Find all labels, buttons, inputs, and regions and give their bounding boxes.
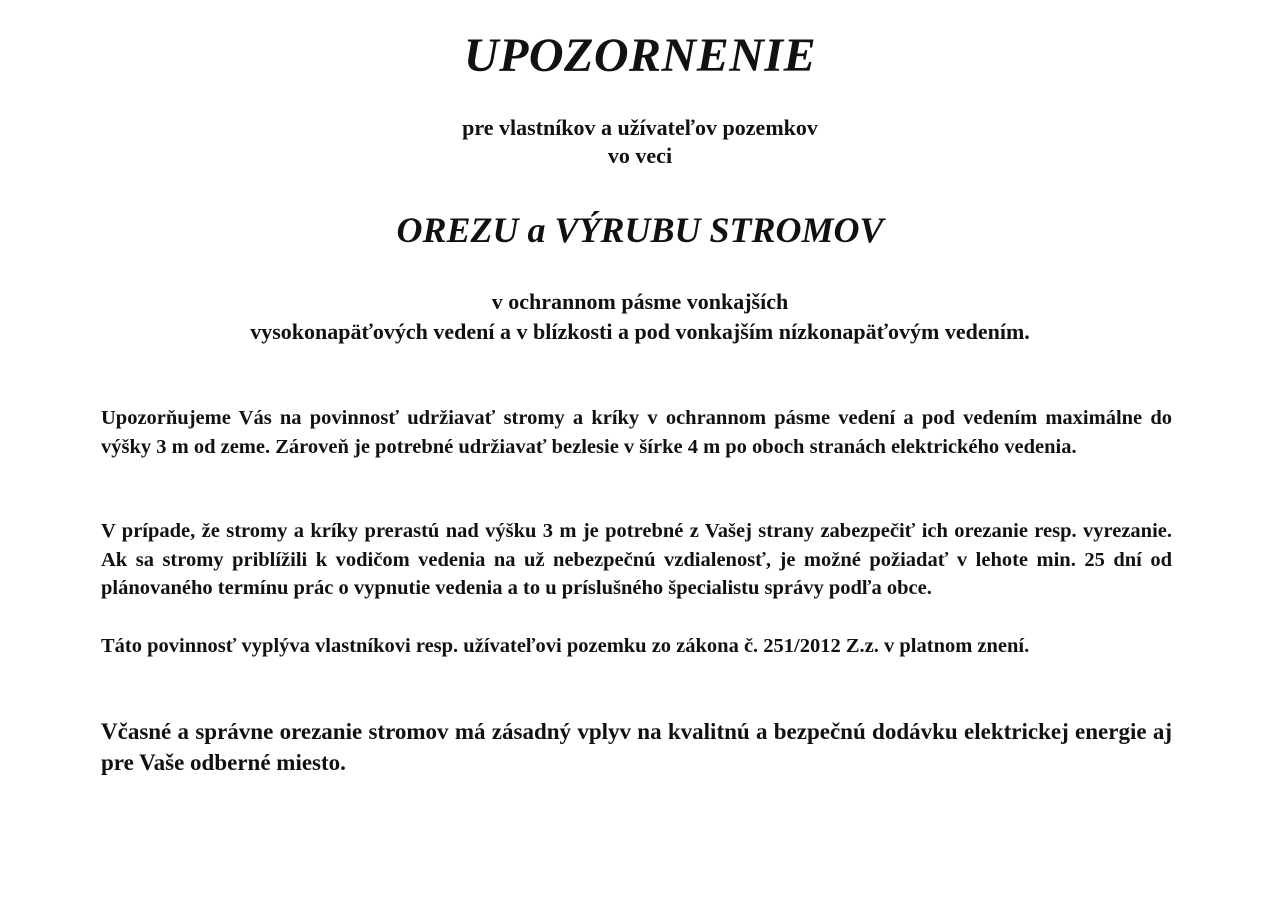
notice-subject: OREZU a VÝRUBU STROMOV (396, 210, 884, 250)
paragraph-obligation: Upozorňujeme Vás na povinnosť udržiavať stromy a kríky v ochrannom pásme vedení a pod vedením maximálne do výšky 3 m od zeme. Zároveň je potrebné udržiavať bezlesie v šírke 4 m po oboch stranách elektrického vedenia. (101, 407, 1172, 458)
intro-block (0, 114, 1280, 170)
notice-title: UPOZORNENIE (463, 29, 817, 82)
paragraph-trimming-request: V prípade, že stromy a kríky prerastú nad výšku 3 m je potrebné z Vašej strany zabezpečiť ich orezanie resp. vyrezanie. Ak sa stromy priblížili k vodičom vedenia na už nebezpečnú vzdialenosť, je možné požiadať v lehote min. 25 dní od plánovaného termínu prác o vypnutie vedenia a to u príslušného špecialistu správy podľa obce. (101, 520, 1172, 599)
closing-statement: Včasné a správne orezanie stromov má zásadný vplyv na kvalitnú a bezpečnú dodávku elektrickej energie aj pre Vaše odberné miesto. (101, 719, 1172, 775)
paragraph-legal-basis: Táto povinnosť vyplýva vlastníkovi resp. užívateľovi pozemku zo zákona č. 251/2012 Z.z. v platnom znení. (101, 635, 1030, 657)
intro-line-owners: pre vlastníkov a užívateľov pozemkov (462, 115, 818, 140)
scope-line-power-lines: vysokonapäťových vedení a v blízkosti a pod vonkajším nízkonapäťovým vedením. (250, 319, 1030, 344)
scope-block (0, 287, 1280, 347)
scope-line-protection-zone: v ochrannom pásme vonkajších (491, 289, 789, 314)
intro-line-matter: vo veci (607, 143, 673, 168)
